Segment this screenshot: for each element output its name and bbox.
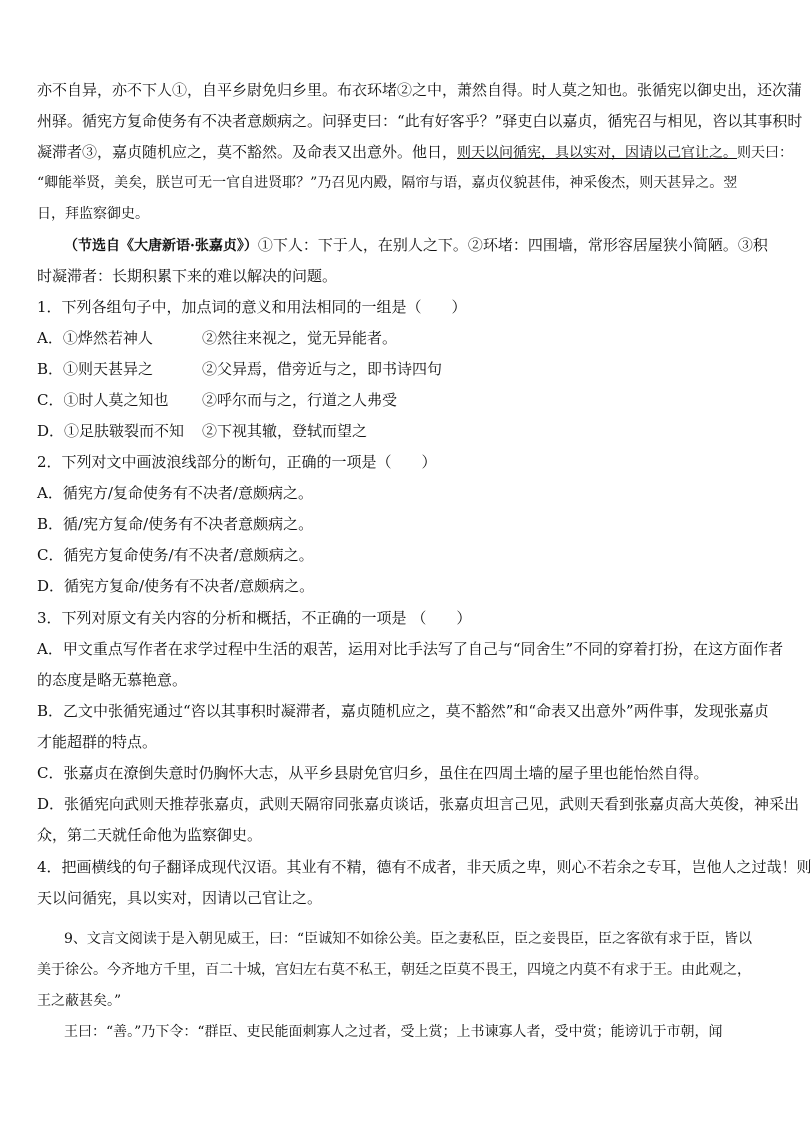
q2-option-c: C．循宪方复命使务/有不决者/意颇病之。	[37, 546, 314, 564]
q1-option-a-2: ②然往来视之，觉无异能者。	[202, 329, 398, 347]
q9-line-1: 9、文言文阅读于是入朝见威王，曰：“臣诚知不如徐公美。臣之妻私臣，臣之妾畏臣，臣之客欲有求于臣，皆以	[64, 931, 753, 947]
passage-line-1: 亦不自异，亦不下人①，自平乡尉免归乡里。布衣环堵②之中，萧然自得。时人莫之知也。张循宪以御史出，还次蒲	[37, 81, 803, 99]
underlined-sentence: 则天以问循宪，具以实对，因请以己官让之。	[457, 145, 738, 161]
q2-option-a: A．循宪方/复命使务有不决者/意颇病之。	[37, 484, 313, 502]
q2-stem: 2．下列对文中画波浪线部分的断句，正确的一项是（ ）	[37, 453, 437, 471]
source-citation: （节选自《大唐新语·张嘉贞》）	[64, 238, 258, 254]
q3-option-d-line-1: D．张循宪向武则天推荐张嘉贞，武则天隔帘同张嘉贞谈话，张嘉贞坦言己见，武则天看到张嘉贞高大英俊，神采出	[37, 795, 800, 813]
q4-line-1: 4．把画横线的句子翻译成现代汉语。其业有不精，德有不成者，非天质之卑，则心不若余之专耳，岂他人之过哉！则	[37, 858, 812, 876]
passage-line-3	[37, 140, 794, 165]
passage-line-4: “卿能举贤，美矣，朕岂可无一官自进贤耶？”乃召见内殿，隔帘与语，嘉贞仪貌甚伟，神采俊杰，则天甚异之。翌	[37, 175, 738, 191]
q2-option-b: B．循/宪方复命/使务有不决者意颇病之。	[37, 515, 314, 533]
q1-option-c-1: C．①时人莫之知也	[37, 391, 169, 409]
q3-option-a-line-2: 的态度是略无慕艳意。	[37, 671, 188, 689]
q3-option-c: C．张嘉贞在潦倒失意时仍胸怀大志，从平乡县尉免官归乡，虽住在四周土墙的屋子里也能怡然自得。	[37, 764, 709, 782]
q9-line-4: 王曰：“善。”乃下令：“群臣、吏民能面刺寡人之过者，受上赏；上书谏寡人者，受中赏；能谤讥于市朝，闻	[64, 1024, 723, 1040]
q9-line-3: 王之蔽甚矣。”	[37, 993, 122, 1009]
footnotes-line-1: ①下人：下于人，在别人之下。②环堵：四围墙，常形容居屋狭小简陋。③积	[257, 236, 768, 254]
q3-option-a-line-1: A．甲文重点写作者在求学过程中生活的艰苦，运用对比手法写了自己与“同舍生”不同的穿着打扮，在这方面作者	[37, 640, 784, 658]
passage-line-3c: 则天曰：	[737, 145, 794, 161]
q1-option-d-1: D．①足肤皲裂而不知	[37, 422, 185, 440]
q1-option-b-2: ②父异焉，借旁近与之，即书诗四句	[202, 360, 443, 378]
q3-stem: 3．下列对原文有关内容的分析和概括，不正确的一项是 （ ）	[37, 609, 472, 627]
q3-option-d-line-2: 众，第二天就任命他为监察御史。	[37, 826, 263, 844]
q1-option-d-2: ②下视其辙，登轼而望之	[202, 422, 368, 440]
q1-option-b-1: B．①则天甚异之	[37, 360, 154, 378]
q3-option-b-line-1: B．乙文中张循宪通过“咨以其事积时凝滞者，嘉贞随机应之，莫不豁然”和“命表又出意外”两件事，发现张嘉贞	[37, 702, 769, 720]
footnotes-line-2: 时凝滞者：长期积累下来的难以解决的问题。	[37, 267, 338, 285]
passage-line-2: 州驿。循宪方复命使务有不决者意颇病之。问驿吏曰：“此有好客乎？”驿吏白以嘉贞，循宪召与相见，咨以其事积时	[37, 112, 803, 130]
q1-stem: 1．下列各组句子中，加点词的意义和用法相同的一组是（ ）	[37, 298, 467, 316]
q3-option-b-line-2: 才能超群的特点。	[37, 733, 158, 751]
q9-line-2: 美于徐公。今齐地方千里，百二十城，宫妇左右莫不私王，朝廷之臣莫不畏王，四境之内莫不有求于王。由此观之，	[37, 962, 751, 978]
q1-option-c-2: ②呼尔而与之，行道之人弗受	[202, 391, 398, 409]
q1-option-a-1: A．①烨然若神人	[37, 329, 153, 347]
passage-line-3a: 凝滞者③，嘉贞随机应之，莫不豁然。及命表又出意外。他日，	[37, 143, 458, 161]
q4-line-2: 天以问循宪，具以实对，因请以己官让之。	[37, 889, 323, 907]
passage-source	[64, 233, 768, 258]
q2-option-d: D．循宪方复命/使务有不决者/意颇病之。	[37, 577, 315, 595]
passage-line-5: 日，拜监察御史。	[37, 206, 149, 222]
